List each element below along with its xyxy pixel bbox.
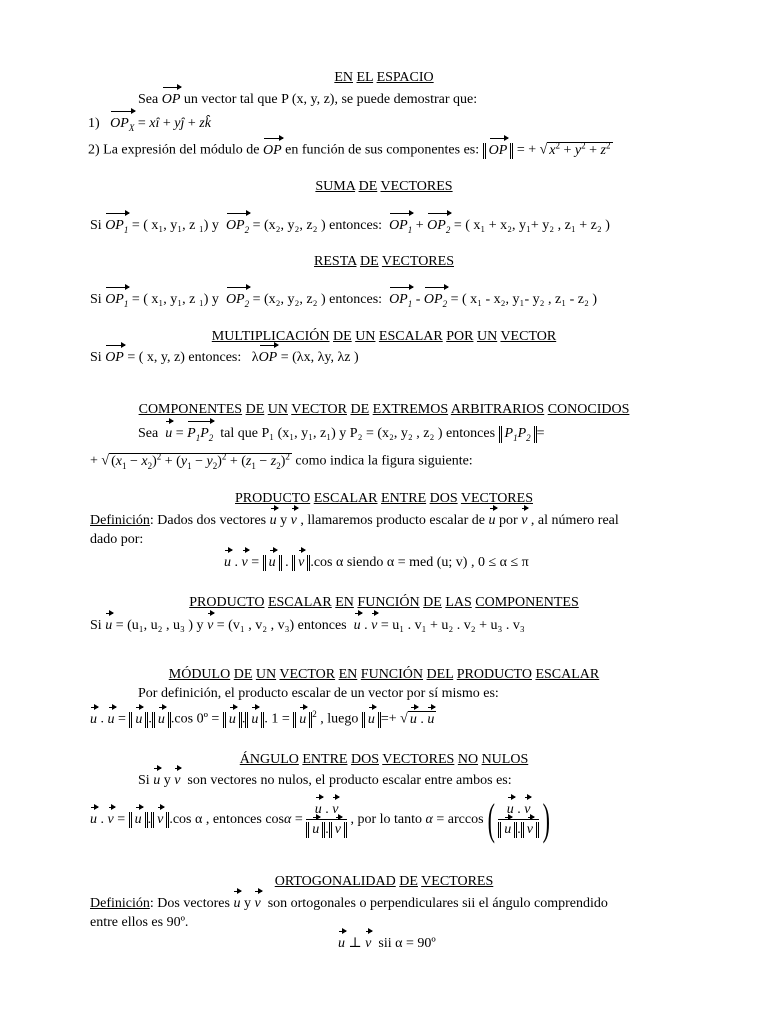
heading-resta-de-vectores: RESTA DE VECTORES [314, 254, 454, 269]
producto-formula: u . v = u . v .cos α siendo α = med (u; v) , 0 ≤ α ≤ π [224, 555, 529, 570]
componentes-formula: + √ $(x_1 - x_2)^2 + (y_1 - y_2)^2 + (z_1 - z_2)^2$ como indica la figura siguiente: [90, 451, 473, 471]
heading-en-el-espacio: EN EL ESPACIO [334, 70, 434, 85]
heading-componentes-extremos: COMPONENTES DE UN VECTOR DE EXTREMOS ARBITRARIOS CONOCIDOS [138, 402, 630, 417]
modulo-intro: Por definición, el producto escalar de un vector por sí mismo es: [138, 686, 499, 701]
heading-multiplicacion-escalar: MULTIPLICACIÓN DE UN ESCALAR POR UN VECTOR [211, 329, 557, 344]
ortogonalidad-definicion: Definición: Dos vectores u y v son ortogonales o perpendiculares sii el ángulo comprendido [90, 896, 608, 911]
heading-ortogonalidad: ORTOGONALIDAD DE VECTORES [274, 874, 494, 889]
modulo-formula: u . u = u . u .cos 0º = u . u . 1 = u $^2$ , luego u =+ √ u . u [90, 709, 435, 727]
heading-suma-de-vectores: SUMA DE VECTORES [315, 179, 453, 194]
angulo-intro: Si u y v son vectores no nulos, el producto escalar entre ambos es: [138, 773, 512, 788]
angulo-formula: u . v = u . v .cos α , entonces cosα = $\frac{u . v}{u . v}$ , por lo tanto α = arccos( $\frac{u . v}{u . v}$ ) [90, 795, 550, 844]
dado-por: dado por: [90, 532, 144, 547]
componentes-intro: Sea $u = P_1P_2$ tal que P₁ (x₁, y₁, z₁) y P₂ = (x₂, y₂ , z₂ ) entonces $P_1P_2$ = [138, 426, 545, 443]
op-intro-line: Sea OP un vector tal que P (x, y, z), se puede demostrar que: [138, 92, 478, 107]
ortogonalidad-formula: u ⊥ v sii α = 90º [338, 936, 436, 951]
ortogonalidad-definicion-2: entre ellos es 90º. [90, 915, 189, 930]
producto-componentes-formula: Si u = (u₁, u₂ , u₃ ) y v = (v₁ , v₂ , v₃) entonces u . v = u₁ . v₁ + u₂ . v₂ + u₃ . v₃ [90, 618, 525, 633]
item-1-formula: 1) $OP_X$ = xî + yĵ + zk̂ [88, 116, 211, 133]
heading-angulo-vectores: ÁNGULO ENTRE DOS VECTORES NO NULOS [239, 752, 529, 767]
producto-definicion: Definición: Dados dos vectores u y v , llamaremos producto escalar de u por v , al número real [90, 513, 619, 528]
resta-formula: Si $OP_1$ = ( x₁, y₁, z ₁) y $OP_2 = (x_2$, y₂, z₂ ) entonces: $OP_1 - OP_2$ = ( x₁ - x₂, y₁- y₂ , z₁ - z₂ ) [90, 292, 597, 309]
heading-modulo-vector: MÓDULO DE UN VECTOR EN FUNCIÓN DEL PRODUCTO ESCALAR [168, 667, 600, 682]
suma-formula: Si $OP_1$ = ( x₁, y₁, z ₁) y $OP_2 = (x_2$, y₂, z₂ ) entonces: $OP_1 + OP_2$ = ( x₁ + x₂, y₁+ y₂ , z₁ + z₂ ) [90, 218, 610, 235]
mult-formula: Si OP = ( x, y, z) entonces: λOP = (λx, λy, λz ) [90, 350, 359, 365]
item-2-formula: 2) La expresión del módulo de OP en función de sus componentes es: OP = + √ $x^2 + y^2 + z^2$ [88, 140, 611, 158]
heading-producto-componentes: PRODUCTO ESCALAR EN FUNCIÓN DE LAS COMPONENTES [189, 595, 579, 610]
heading-producto-escalar: PRODUCTO ESCALAR ENTRE DOS VECTORES [235, 491, 533, 506]
